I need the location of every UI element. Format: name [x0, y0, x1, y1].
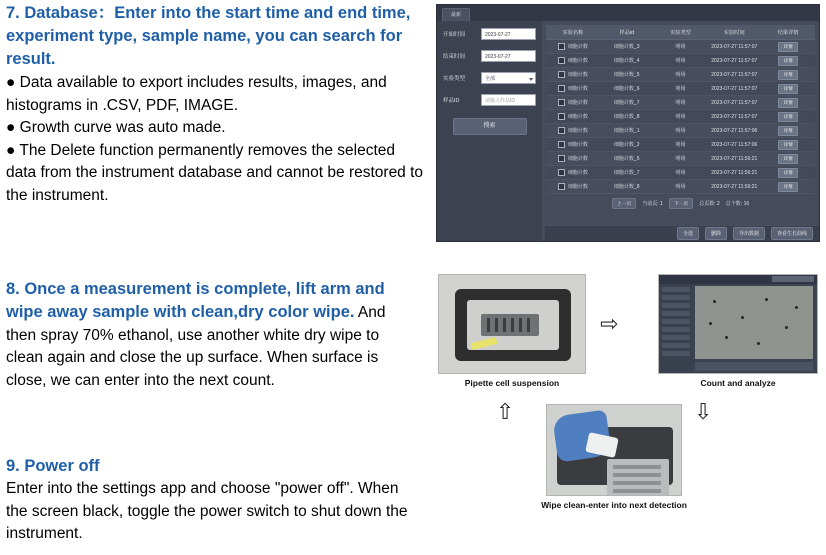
detail-button[interactable]: 详情 [778, 84, 797, 94]
end-time-label: 结束时间 [443, 53, 466, 60]
cell-detail [761, 96, 815, 110]
cell-sample: 细胞计数_8 [600, 180, 654, 194]
photo-caption-1: Pipette cell suspension [464, 378, 560, 388]
cell-detail [761, 180, 815, 194]
cell-detail [761, 40, 815, 54]
detail-button[interactable]: 详情 [778, 42, 797, 52]
section-7 [6, 2, 426, 207]
photo-caption-2: Count and analyze [700, 378, 776, 388]
section-9-body: Enter into the settings app and choose "power off". When the screen black, toggle the power switch to shut down the instrument. [6, 480, 408, 542]
cell-time: 2023-07-27 11:57:07 [707, 110, 761, 124]
cell-name: 细胞计数 [546, 68, 600, 82]
view-growth-curve-button[interactable]: 查看生长曲线 [771, 227, 813, 240]
cell-time: 2023-07-27 11:56:21 [707, 166, 761, 180]
table-header-row [546, 25, 815, 40]
detail-button[interactable]: 详情 [778, 98, 797, 108]
row-checkbox[interactable] [558, 71, 565, 78]
section-8-paragraph [6, 278, 418, 393]
sample-id-input[interactable]: 请输入样品ID [481, 94, 536, 106]
section-8-heading: 8. Once a measurement is complete, lift arm and wipe away sample with clean,dry color wipe. [6, 279, 385, 321]
table-row[interactable] [546, 68, 815, 82]
row-checkbox[interactable] [558, 155, 565, 162]
cell-type: 明场 [654, 110, 708, 124]
cell-time: 2023-07-27 11:57:07 [707, 96, 761, 110]
col-experiment-name: 实验名称 [546, 25, 600, 40]
table-row[interactable] [546, 124, 815, 138]
row-checkbox[interactable] [558, 127, 565, 134]
sample-tray [607, 459, 669, 496]
tab-latest[interactable]: 最新 [442, 8, 470, 22]
cell-type: 明场 [654, 180, 708, 194]
bullet-item: ● The Delete function permanently removes the selected data from the instrument database and cannot be restored to the instrument. [6, 141, 424, 204]
cell-type: 明场 [654, 40, 708, 54]
col-sample-id: 样品id [600, 25, 654, 40]
next-page-button[interactable]: 下一页 [669, 198, 693, 209]
cell-sample: 细胞计数_7 [600, 96, 654, 110]
cell-name: 细胞计数 [546, 82, 600, 96]
cell-detail [761, 68, 815, 82]
table-row[interactable] [546, 54, 815, 68]
cell-name: 细胞计数 [546, 138, 600, 152]
cell-type: 明场 [654, 96, 708, 110]
section-9 [6, 455, 418, 546]
current-page-label: 当前页: 1 [642, 200, 663, 207]
app-bottom-bar [695, 362, 813, 371]
cell-sample: 细胞计数_7 [600, 166, 654, 180]
cell-time: 2023-07-27 11:57:07 [707, 40, 761, 54]
row-checkbox[interactable] [558, 183, 565, 190]
bullet-item: ● Data available to export includes results, images, and histograms in .CSV, PDF, IMAGE. [6, 74, 387, 114]
cell-time: 2023-07-27 11:57:07 [707, 68, 761, 82]
cell-sample: 细胞计数_1 [600, 124, 654, 138]
detail-button[interactable]: 详情 [778, 70, 797, 80]
results-panel [542, 21, 819, 241]
detail-button[interactable]: 详情 [778, 112, 797, 122]
detail-button[interactable]: 详情 [778, 126, 797, 136]
cell-sample: 细胞计数_3 [600, 40, 654, 54]
table-row[interactable] [546, 180, 815, 194]
col-experiment-type: 实验类型 [654, 25, 708, 40]
photo-pipette-cell-suspension [438, 274, 586, 374]
cell-time: 2023-07-27 11:57:06 [707, 138, 761, 152]
table-row[interactable] [546, 40, 815, 54]
total-pages-label: 总页数: 2 [699, 200, 720, 207]
total-records-label: 总个数: 16 [725, 200, 750, 207]
photo-caption-3: Wipe clean-enter into next detection [541, 500, 687, 510]
table-row[interactable] [546, 82, 815, 96]
detail-button[interactable]: 详情 [778, 140, 797, 150]
row-checkbox[interactable] [558, 85, 565, 92]
select-all-button[interactable]: 全选 [677, 227, 699, 240]
section-8 [6, 262, 418, 408]
cell-detail [761, 152, 815, 166]
start-time-row [443, 27, 536, 40]
cell-sample: 细胞计数_5 [600, 68, 654, 82]
pagination-bar [546, 197, 815, 209]
row-checkbox[interactable] [558, 99, 565, 106]
arrow-right-icon: ⇨ [600, 312, 619, 337]
detail-button[interactable]: 详情 [778, 154, 797, 164]
cell-name: 细胞计数 [546, 166, 600, 180]
table-row[interactable] [546, 166, 815, 180]
slide-slot [481, 314, 539, 336]
arrow-down-icon: ⇩ [694, 400, 713, 425]
detail-button[interactable]: 详情 [778, 168, 797, 178]
cell-type: 明场 [654, 166, 708, 180]
end-time-row [443, 49, 536, 62]
cell-type: 明场 [654, 68, 708, 82]
cell-sample: 细胞计数_6 [600, 82, 654, 96]
software-tab-bar [437, 5, 819, 21]
cell-name: 细胞计数 [546, 40, 600, 54]
row-checkbox[interactable] [558, 141, 565, 148]
start-time-label: 开始时间 [443, 31, 466, 38]
results-table [546, 25, 815, 194]
row-checkbox[interactable] [558, 57, 565, 64]
table-row[interactable] [546, 138, 815, 152]
row-checkbox[interactable] [558, 43, 565, 50]
app-top-buttons [772, 276, 814, 282]
software-footer-bar [545, 225, 819, 241]
pipette-tip [471, 337, 498, 350]
row-checkbox[interactable] [558, 113, 565, 120]
sample-id-row [443, 93, 536, 106]
photo-count-and-analyze [658, 274, 818, 374]
section-7-bullets [6, 72, 426, 207]
cell-type: 明场 [654, 82, 708, 96]
table-row[interactable] [546, 152, 815, 166]
database-software-screenshot [436, 4, 820, 242]
cell-detail [761, 54, 815, 68]
table-row[interactable] [546, 110, 815, 124]
cell-name: 细胞计数 [546, 124, 600, 138]
instrument-body [455, 289, 571, 361]
start-time-input[interactable]: 2023-07-27 [481, 28, 536, 40]
cell-detail [761, 138, 815, 152]
search-button[interactable]: 搜索 [453, 118, 527, 135]
cell-name: 细胞计数 [546, 110, 600, 124]
cell-name: 细胞计数 [546, 180, 600, 194]
section-9-heading: 9. Power off [6, 457, 100, 475]
col-result-detail: 结果详情 [761, 25, 815, 40]
cell-type: 明场 [654, 124, 708, 138]
prev-page-button[interactable]: 上一页 [612, 198, 636, 209]
cell-detail [761, 166, 815, 180]
cell-sample: 细胞计数_4 [600, 54, 654, 68]
cell-sample: 细胞计数_8 [600, 110, 654, 124]
photo-wipe-clean [546, 404, 682, 496]
cell-name: 细胞计数 [546, 96, 600, 110]
section-8-body: And then spray 70% ethanol, use another white dry wipe to clean again and close the up surface. When surface is close, we can enter into the next count. [6, 304, 386, 389]
export-data-button[interactable]: 导出数据 [733, 227, 765, 240]
bullet-item: ● Growth curve was auto made. [6, 119, 226, 136]
cell-sample: 细胞计数_2 [600, 138, 654, 152]
row-checkbox[interactable] [558, 169, 565, 176]
cell-type: 明场 [654, 54, 708, 68]
instrument-stage [467, 300, 559, 350]
col-experiment-time: 实验时间 [707, 25, 761, 40]
cell-type: 明场 [654, 152, 708, 166]
cell-sample: 细胞计数_5 [600, 152, 654, 166]
cell-type: 明场 [654, 138, 708, 152]
cell-time: 2023-07-27 11:56:21 [707, 152, 761, 166]
experiment-type-label: 实验类型 [443, 75, 466, 82]
cell-name: 细胞计数 [546, 54, 600, 68]
experiment-type-row [443, 71, 536, 84]
cell-image-view [695, 286, 813, 359]
section-7-heading: 7. Database：Enter into the start time and end time, experiment type, sample name, you can search for result. [6, 4, 411, 68]
sample-id-label: 样品ID [443, 97, 460, 104]
cell-detail [761, 124, 815, 138]
software-body [437, 21, 819, 241]
table-row[interactable] [546, 96, 815, 110]
cell-time: 2023-07-27 11:57:07 [707, 54, 761, 68]
arrow-up-icon: ⇧ [496, 400, 515, 425]
workflow-photo-group [436, 262, 820, 552]
delete-button[interactable]: 删除 [705, 227, 727, 240]
end-time-input[interactable]: 2023-07-27 [481, 50, 536, 62]
cell-name: 细胞计数 [546, 152, 600, 166]
app-side-menu [659, 284, 693, 373]
detail-button[interactable]: 详情 [778, 56, 797, 66]
detail-button[interactable]: 详情 [778, 182, 797, 192]
experiment-type-select[interactable]: 全部 [481, 72, 536, 84]
cell-detail [761, 82, 815, 96]
results-table-body [546, 40, 815, 194]
cell-time: 2023-07-27 11:57:07 [707, 82, 761, 96]
cell-time: 2023-07-27 11:57:06 [707, 124, 761, 138]
search-panel [437, 21, 542, 241]
cell-time: 2023-07-27 11:56:21 [707, 180, 761, 194]
cell-detail [761, 110, 815, 124]
